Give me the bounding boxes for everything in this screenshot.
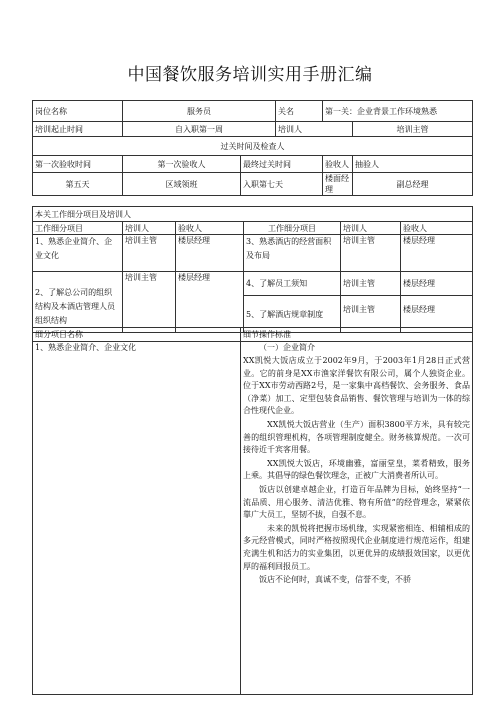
task-checker: 楼层经理 <box>176 272 244 333</box>
task-checker: 楼层经理 <box>401 272 473 296</box>
position-value: 服务员 <box>123 101 276 122</box>
first-checker-label: 第一次验收人 <box>123 156 241 173</box>
task-item: 4、了解员工须知 <box>244 272 341 296</box>
task-trainer: 培训主管 <box>341 272 401 296</box>
tasks-col-trainer-right: 培训人 <box>341 222 401 235</box>
tasks-section-title: 本关工作细分项目及培训人 <box>33 207 473 222</box>
level-label: 关名 <box>276 101 323 122</box>
spot-checker-value: 副总经理 <box>353 173 473 196</box>
spot-checker-label: 抽验人 <box>353 156 473 173</box>
detail-paragraph: 饭店以创建卓越企业，打造百年品牌为目标，始终坚持“一流品质、用心服务、清洁优雅、物有所值”的经营理念，紧紧依靠广大员工，坚韧不拔，自强不息。 <box>243 484 470 520</box>
final-pass-time-value: 入职第七天 <box>241 173 323 196</box>
task-checker: 楼层经理 <box>176 235 244 272</box>
detail-standard <box>241 342 473 695</box>
task-item: 3、熟悉酒店的经营面积及布局 <box>244 235 341 272</box>
tasks-col-checker-right: 验收人 <box>401 222 473 235</box>
detail-paragraph: 饭店不论何时，真诚不变，信誉不变，不骄 <box>259 575 411 585</box>
trainer-label: 培训人 <box>276 122 353 137</box>
tasks-col-item-right: 工作细分项目 <box>244 222 341 235</box>
period-value: 自入职第一周 <box>123 122 276 137</box>
task-trainer: 培训主管 <box>123 235 176 272</box>
task-trainer: 培训主管 <box>341 296 401 333</box>
trainer-value: 培训主管 <box>353 122 473 137</box>
header-table <box>32 100 473 196</box>
task-trainer: 培训主管 <box>123 272 176 333</box>
task-item: 2、了解总公司的组织结构及本酒店管理人员组织结构 <box>33 272 123 333</box>
level-value: 第一关：企业背景工作环境熟悉 <box>323 101 473 122</box>
detail-col-item: 细分项目名称 <box>33 328 241 342</box>
task-trainer: 培训主管 <box>341 235 401 272</box>
task-checker: 楼层经理 <box>401 296 473 333</box>
task-item: 1、熟悉企业简介、企业文化 <box>33 235 123 272</box>
first-checker-value: 区域领班 <box>123 173 241 196</box>
tasks-col-item-left: 工作细分项目 <box>33 222 123 235</box>
tasks-col-checker-left: 验收人 <box>176 222 244 235</box>
detail-paragraph: 未来的凯悦将把握市场机缘，实现紧密相连、相辅相成的多元经营模式，同时严格按照现代企业制度进行规范运作，组建充满生机和活力的实业集团，以更优异的成绩报效国家，以更优厚的福利回报员工。 <box>243 523 470 571</box>
detail-paragraph: XX凯悦大饭店，环境幽雅，富丽堂皇，菜肴精致，服务上乘。其倡导的绿色餐饮理念，正被广大消费者所认可。 <box>243 458 470 481</box>
document-title: 中国餐饮服务培训实用手册汇编 <box>127 65 373 85</box>
period-label: 培训起止时间 <box>33 122 123 137</box>
detail-paragraph: XX凯悦大饭店营业（生产）面积3800平方米，具有较完善的组织管理机构，各项管理制度健全。财务核算规范。一次可接待近千宾客用餐。 <box>243 419 470 455</box>
detail-table <box>32 327 473 695</box>
first-check-time-label: 第一次验收时间 <box>33 156 123 173</box>
tasks-table <box>32 206 473 333</box>
detail-subtitle: （一）企业简介 <box>259 343 315 352</box>
first-check-time-value: 第五天 <box>33 173 123 196</box>
tasks-col-trainer-left: 培训人 <box>123 222 176 235</box>
detail-paragraph: XX凯悦大饭店成立于2002年9月，于2003年1月28日正式营业。它的前身是XX市渔家洋餐饮有限公司，属个人独资企业。位于XX市劳动西路2号，是一家集中高档餐饮、会务服务、食品（净菜）加工、定型包装食品销售、餐饮管理与培训为一体的综合性现代企业。 <box>243 356 470 416</box>
position-label: 岗位名称 <box>33 101 123 122</box>
detail-col-standard: 细节操作标准 <box>241 328 473 342</box>
detail-item: 1、熟悉企业简介、企业文化 <box>33 342 241 695</box>
checker-label: 验收人 <box>323 156 353 173</box>
task-checker: 楼层经理 <box>401 235 473 272</box>
final-pass-time-label: 最终过关时间 <box>241 156 323 173</box>
task-item: 5、了解酒店规章制度 <box>244 296 341 333</box>
checker-value: 楼面经理 <box>323 173 353 196</box>
checkpoint-header: 过关时间及检查人 <box>33 137 473 156</box>
